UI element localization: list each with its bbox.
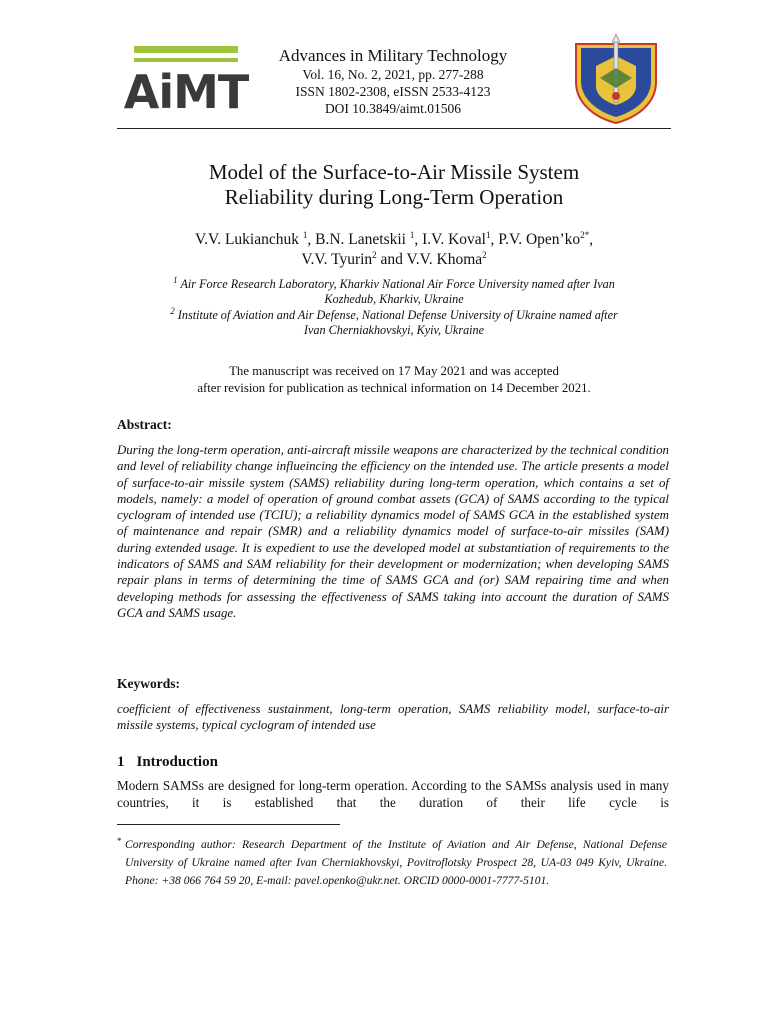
affiliation-number: 1 — [173, 274, 178, 285]
author-name: V.V. Tyurin — [301, 251, 373, 268]
affiliation-number: 2 — [170, 305, 175, 316]
author-name: , B.N. Lanetskii — [307, 231, 406, 248]
author-affil-sup: 2 — [372, 249, 377, 260]
author-affil-sup: 1 — [409, 229, 415, 240]
university-crest-icon — [570, 38, 662, 124]
author-name: V.V. Lukianchuk — [194, 231, 299, 248]
keywords-text: coefficient of effectiveness sustainment, long-term operation, SAMS reliability model, surface-to-air missile systems, typical cyclogram of intended use — [117, 702, 669, 733]
affiliation-text: Kozhedub, Kharkiv, Ukraine — [324, 292, 464, 306]
author-affil-sup: 1 — [302, 229, 308, 240]
affiliation-text: Air Force Research Laboratory, Kharkiv National Air Force University named after Ivan — [180, 277, 615, 291]
introduction-text: Modern SAMSs are designed for long-term operation. According to the SAMSs analysis used in many countries, it is established that the duration of their life cycle is — [117, 778, 669, 810]
aimt-logo — [123, 46, 249, 119]
author-affil-sup: 1 — [485, 229, 491, 240]
title-line-1: Model of the Surface-to-Air Missile System — [208, 160, 580, 184]
journal-issn: ISSN 1802-2308, eISSN 2533-4123 — [295, 84, 491, 99]
affiliation-1 — [117, 274, 671, 307]
section-heading — [117, 754, 218, 771]
keywords-heading: Keywords: — [117, 676, 180, 691]
abstract-heading: Abstract: — [117, 417, 172, 432]
author-separator: , — [589, 231, 594, 248]
affiliation-2 — [117, 305, 671, 338]
author-name: and V.V. Khoma — [376, 251, 483, 268]
journal-name: Advances in Military Technology — [278, 46, 508, 65]
journal-volume: Vol. 16, No. 2, 2021, pp. 277-288 — [302, 67, 484, 82]
author-name: , I.V. Koval — [414, 231, 486, 248]
title-line-2: Reliability during Long-Term Operation — [224, 185, 564, 209]
received-line-2: after revision for publication as technical information on 14 December 2021. — [197, 381, 591, 395]
journal-info — [258, 46, 528, 117]
footnote-rule — [117, 824, 340, 825]
received-line-1: The manuscript was received on 17 May 2021 and was accepted — [229, 364, 559, 378]
logo-text: AiMT — [123, 65, 249, 119]
footnote-mark: * — [117, 836, 122, 846]
header-rule — [117, 128, 671, 129]
manuscript-dates — [117, 363, 671, 397]
journal-doi[interactable]: DOI 10.3849/aimt.01506 — [324, 101, 462, 116]
author-affil-sup: 2 — [482, 249, 487, 260]
author-list — [117, 230, 671, 270]
author-name: , P.V. Open’ko — [490, 231, 581, 248]
abstract-text: During the long-term operation, anti-aircraft missile weapons are characterized by the technical condition and level of reliability change influeincing the efficiency on the intended use. The article presents a model of surface-to-air missile system (SAMS) reliability during long-term operation, which contains a set of models, namely: a model of operation of ground combat assets (GCA) of SAMS according to the typical cyclogram of intended use (TCIU); a reliability dynamics model of SAMS GCA in the established system of maintenance and repair (SMR) and a reliability dynamics model of surface-to-air missiles (SAM) during extended usage. It is expedient to use the developed model at substantiation of requirements to the indicators of SAMS and SAM reliability for their development or modernization; when developing SAMS repair plans in terms of determining the time of SAMS GCA and (or) SAM repairing time and when developing methods for assessing the effectiveness of SAMS taking into account the duration of SAMS GCA and SAMS usage. — [117, 443, 669, 620]
section-title: Introduction — [136, 754, 218, 770]
footnote-text: Corresponding author: Research Department of the Institute of Aviation and Air Defense, National Defense University of Ukraine named after Ivan Cherniakhovskyi, Povitroflotsky Prospect 28, UA-03 049 Kyiv, Ukraine. Phone: +38 066 764 59 20, E-mail: pavel.openko@ukr.net. ORCID 0000-0001-7777-5101. — [125, 838, 667, 887]
author-affil-sup: 2* — [580, 229, 590, 240]
paper-title — [117, 160, 671, 210]
section-number: 1 — [117, 754, 125, 770]
affiliation-text: Institute of Aviation and Air Defense, National Defense University of Ukraine named after — [177, 308, 618, 322]
affiliation-text: Ivan Cherniakhovskyi, Kyiv, Ukraine — [303, 323, 485, 337]
